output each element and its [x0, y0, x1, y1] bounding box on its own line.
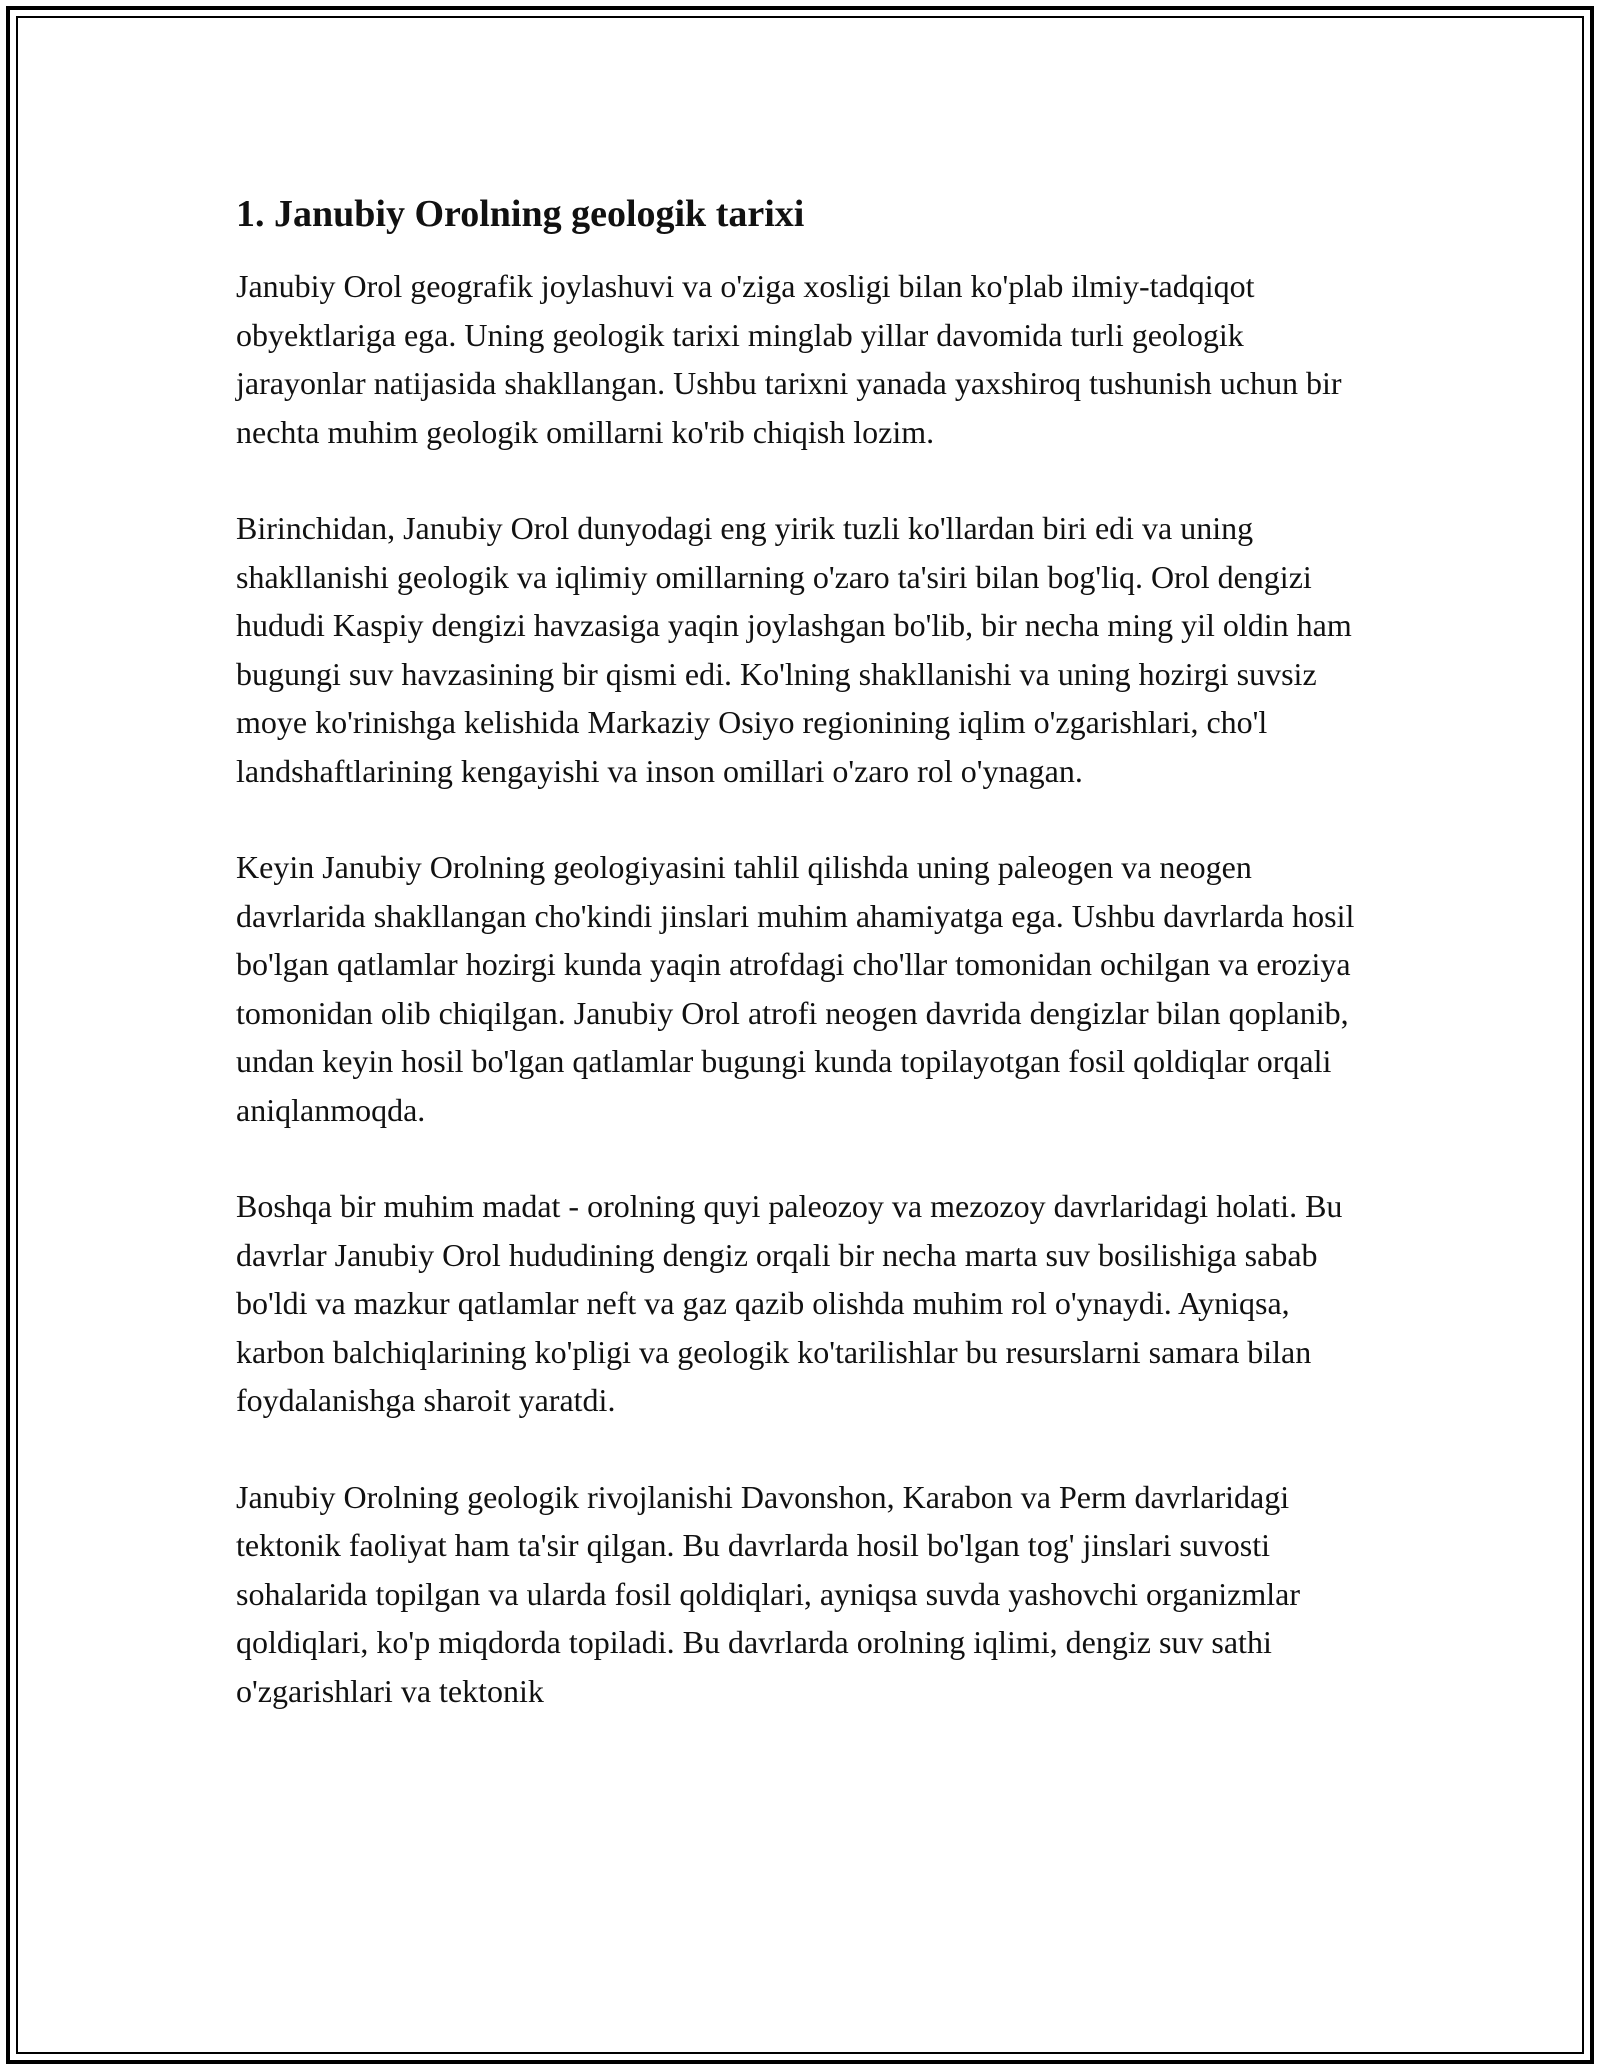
paragraph: Boshqa bir muhim madat - orolning quyi paleozoy va mezozoy davrlaridagi holati. Bu davrlar Janubiy Orol hududining dengiz orqali bir necha marta suv bosilishiga sabab bo'ldi va mazkur qatlamlar neft va gaz qazib olishda muhim rol o'ynaydi. Ayniqsa, karbon balchiqlarining ko'pligi va geologik ko'tarilishlar bu resurslarni samara bilan foydalanishga sharoit yaratdi.: [236, 1188, 1343, 1418]
paragraph: Janubiy Orolning geologik rivojlanishi Davonshon, Karabon va Perm davrlaridagi tektonik faoliyat ham ta'sir qilgan. Bu davrlarda hosil bo'lgan tog' jinslari suvosti sohalarida topilgan va ularda fosil qoldiqlari, ayniqsa suvda yashovchi organizmlar qoldiqlari, ko'p miqdorda topiladi. Bu davrlarda orolning iqlimi, dengiz suv sathi o'zgarishlari va tektonik: [236, 1478, 1301, 1709]
paragraph: Birinchidan, Janubiy Orol dunyodagi eng yirik tuzli ko'llardan biri edi va uning shakllanishi geologik va iqlimiy omillarning o'zaro ta'siri bilan bog'liq. Orol dengizi hududi Kaspiy dengizi havzasiga yaqin joylashgan bo'lib, bir necha ming yil oldin ham bugungi suv havzasining bir qismi edi. Ko'lning shakllanishi va uning hozirgi suvsiz moye ko'rinishga kelishida Markaziy Osiyo regionining iqlim o'zgarishlari, cho'l landshaftlarining kengayishi va inson omillari o'zaro rol o'ynagan.: [236, 510, 1352, 789]
section-title: 1. Janubiy Orolning geologik tarixi: [236, 193, 805, 235]
document-body: [236, 186, 1356, 1763]
paragraph: Keyin Janubiy Orolning geologiyasini tahlil qilishda uning paleogen va neogen davrlarida shakllangan cho'kindi jinslari muhim ahamiyatga ega. Ushbu davrlarda hosil bo'lgan qatlamlar hozirgi kunda yaqin atrofdagi cho'llar tomonidan ochilgan va eroziya tomonidan olib chiqilgan. Janubiy Orol atrofi neogen davrida dengizlar bilan qoplanib, undan keyin hosil bo'lgan qatlamlar bugungi kunda topilayotgan fosil qoldiqlar orqali aniqlanmoqda.: [236, 849, 1355, 1128]
paragraph: Janubiy Orol geografik joylashuvi va o'ziga xosligi bilan ko'plab ilmiy-tadqiqot obyektlariga ega. Uning geologik tarixi minglab yillar davomida turli geologik jarayonlar natijasida shakllangan. Ushbu tarixni yanada yaxshiroq tushunish uchun bir nechta muhim geologik omillarni ko'rib chiqish lozim.: [236, 268, 1342, 450]
